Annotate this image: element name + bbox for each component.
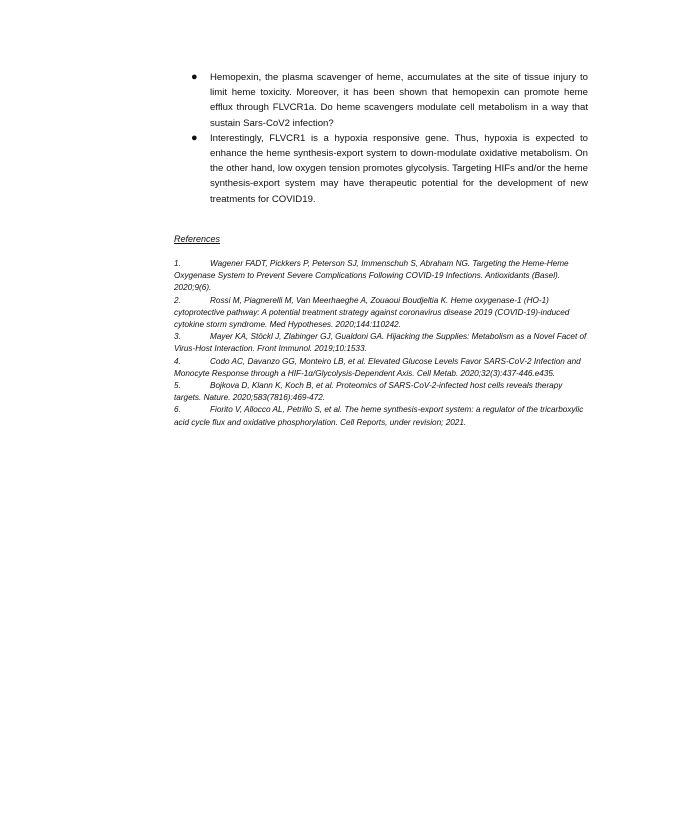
reference-item xyxy=(174,295,590,332)
bullet-dot-icon: ● xyxy=(191,71,198,83)
reference-text: Mayer KA, Stöckl J, Zlabinger GJ, Gualdoni GA. Hijacking the Supplies: Metabolism as a Novel Facet of Virus-Host Interaction. Front Immunol. 2019;10:1533. xyxy=(174,332,587,354)
reference-text: Wagener FADT, Pickkers P, Peterson SJ, Immenschuh S, Abraham NG. Targeting the Heme-Heme Oxygenase System to Prevent Severe Complications Following COVID-19 Infections. Antioxidants (Basel). 2020;9(6). xyxy=(174,259,569,293)
reference-number: 4. xyxy=(174,356,181,366)
reference-number: 5. xyxy=(174,381,181,391)
bullet-item-hemopexin xyxy=(190,70,588,131)
reference-item xyxy=(174,356,590,380)
reference-number: 3. xyxy=(174,332,181,342)
reference-item xyxy=(174,331,590,355)
bullet-item-flvcr1-hypoxia xyxy=(190,131,588,207)
references-section xyxy=(174,233,590,429)
reference-item xyxy=(174,404,590,428)
reference-number: 6. xyxy=(174,405,181,415)
reference-text: Bojkova D, Klann K, Koch B, et al. Proteomics of SARS-CoV-2-infected host cells reveals therapy targets. Nature. 2020;583(7816):469-472. xyxy=(174,381,563,403)
references-heading: References xyxy=(174,234,221,244)
bullet-dot-icon: ● xyxy=(191,131,198,144)
reference-text: Rossi M, Piagnerelli M, Van Meerhaeghe A, Zouaoui Boudjeltia K. Heme oxygenase-1 (HO-1) cytoprotective pathway: A potential treatment strategy against coronavirus disease 2019 (COVID-19)-induced cytokine storm syndrome. Med Hypotheses. 2020;144:110242. xyxy=(174,295,570,330)
bullet-text: Interestingly, FLVCR1 is a hypoxia responsive gene. Thus, hypoxia is expected to enhance the heme synthesis-export system to down-modulate oxidative metabolism. On the other hand, low oxygen tension promotes glycolysis. Targeting HIFs and/or the heme synthesis-export system may have therapeutic potential for the development of new treatments for COVID19. xyxy=(210,132,588,205)
bullet-text: Hemopexin, the plasma scavenger of heme, accumulates at the site of tissue injury to limit heme toxicity. Moreover, it has been shown that hemopexin can promote heme efflux through FLVCR1a. Do heme scavengers modulate cell metabolism in a way that sustain Sars-CoV2 infection? xyxy=(210,72,588,129)
reference-text: Codo AC, Davanzo GG, Monteiro LB, et al. Elevated Glucose Levels Favor SARS-CoV-2 Infection and Monocyte Response through a HIF-1α/Glycolysis-Dependent Axis. Cell Metab. 2020;32(3):437-446.e435. xyxy=(174,356,581,378)
reference-item xyxy=(174,380,590,404)
reference-number: 1. xyxy=(174,259,181,268)
reference-text: Fiorito V, Allocco AL, Petrillo S, et al. The heme synthesis-export system: a regulator of the tricarboxylic acid cycle flux and oxidative phosphorylation. Cell Reports, under revision; 2021. xyxy=(174,405,584,427)
reference-item xyxy=(174,258,590,295)
bullet-list xyxy=(190,70,588,207)
reference-list xyxy=(174,258,590,429)
reference-number: 2. xyxy=(174,295,181,305)
